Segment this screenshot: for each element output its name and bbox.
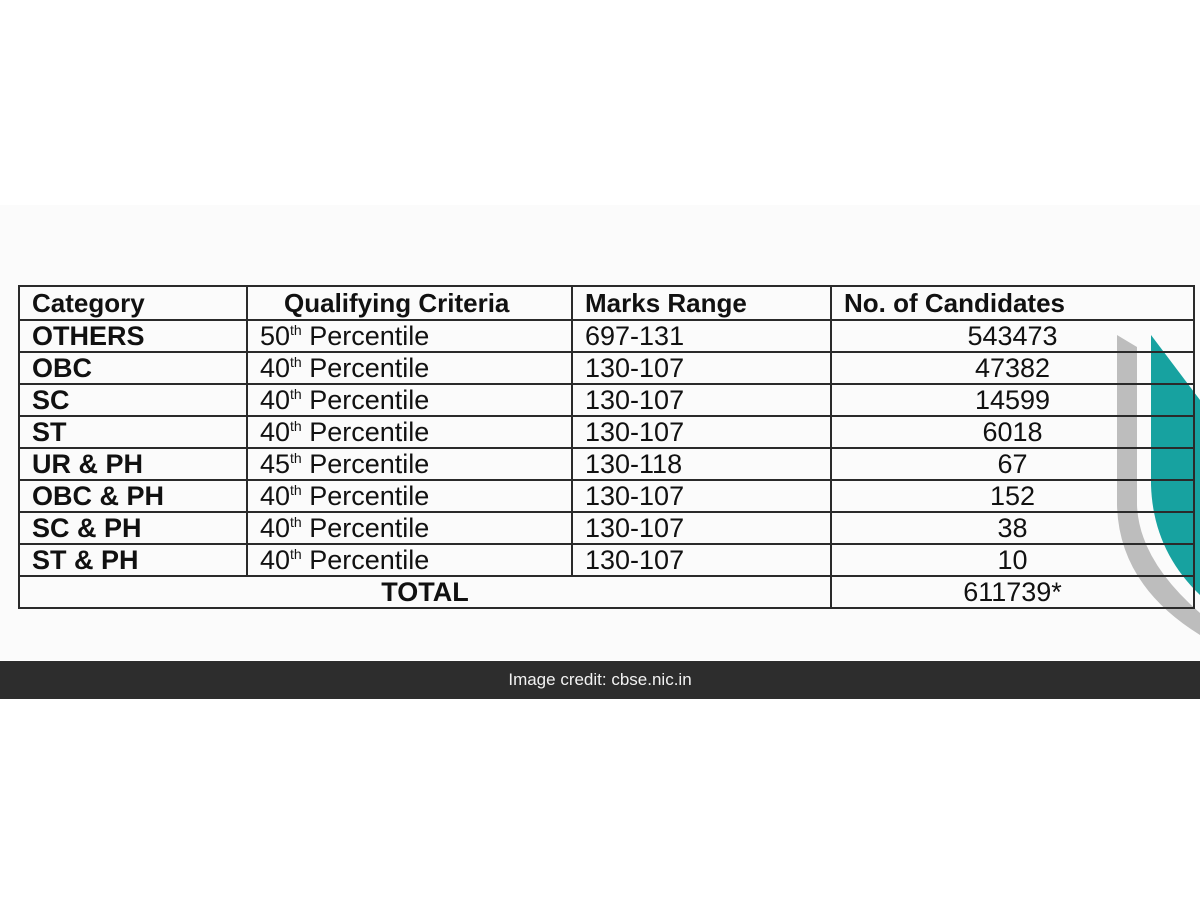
table-header-row	[19, 286, 1194, 320]
percentile-label: Percentile	[301, 353, 430, 383]
percentile-label: Percentile	[301, 545, 430, 575]
ordinal-suffix: th	[290, 482, 302, 498]
cell-marks-range: 130-107	[572, 544, 831, 576]
header-no-of-candidates: No. of Candidates	[831, 286, 1194, 320]
percentile-label: Percentile	[301, 513, 430, 543]
cell-category: UR & PH	[19, 448, 247, 480]
cell-no-of-candidates: 6018	[831, 416, 1194, 448]
percentile-label: Percentile	[301, 321, 430, 351]
table-row	[19, 544, 1194, 576]
ordinal-suffix: th	[290, 450, 302, 466]
cell-no-of-candidates: 47382	[831, 352, 1194, 384]
table-row	[19, 416, 1194, 448]
ordinal-suffix: th	[290, 354, 302, 370]
cell-qualifying-criteria	[247, 320, 572, 352]
percentile-number: 40	[260, 385, 291, 415]
percentile-number: 40	[260, 417, 291, 447]
cell-qualifying-criteria	[247, 352, 572, 384]
ordinal-suffix: th	[290, 546, 302, 562]
total-label: TOTAL	[19, 576, 831, 608]
ordinal-suffix: th	[290, 514, 302, 530]
ordinal-suffix: th	[290, 386, 302, 402]
cell-marks-range: 697-131	[572, 320, 831, 352]
cell-marks-range: 130-107	[572, 384, 831, 416]
table-row	[19, 352, 1194, 384]
percentile-number: 40	[260, 545, 291, 575]
percentile-number: 45	[260, 449, 291, 479]
cell-no-of-candidates: 38	[831, 512, 1194, 544]
cell-qualifying-criteria	[247, 416, 572, 448]
percentile-label: Percentile	[301, 385, 430, 415]
image-credit-text: Image credit: cbse.nic.in	[508, 670, 692, 689]
cell-qualifying-criteria	[247, 384, 572, 416]
cell-marks-range: 130-107	[572, 480, 831, 512]
cell-category: OTHERS	[19, 320, 247, 352]
cell-no-of-candidates: 67	[831, 448, 1194, 480]
percentile-label: Percentile	[301, 481, 430, 511]
cell-qualifying-criteria	[247, 480, 572, 512]
table-row	[19, 480, 1194, 512]
percentile-label: Percentile	[301, 449, 430, 479]
ordinal-suffix: th	[290, 322, 302, 338]
cell-marks-range: 130-118	[572, 448, 831, 480]
results-table	[18, 285, 1195, 609]
image-credit-bar	[0, 661, 1200, 699]
cell-qualifying-criteria	[247, 512, 572, 544]
cell-category: SC	[19, 384, 247, 416]
cell-marks-range: 130-107	[572, 352, 831, 384]
cell-qualifying-criteria	[247, 448, 572, 480]
cell-marks-range: 130-107	[572, 416, 831, 448]
table-row	[19, 512, 1194, 544]
percentile-label: Percentile	[301, 417, 430, 447]
total-row	[19, 576, 1194, 608]
cell-category: ST & PH	[19, 544, 247, 576]
header-marks-range: Marks Range	[572, 286, 831, 320]
ordinal-suffix: th	[290, 418, 302, 434]
cell-marks-range: 130-107	[572, 512, 831, 544]
table-row	[19, 384, 1194, 416]
cell-category: ST	[19, 416, 247, 448]
total-value: 611739*	[831, 576, 1194, 608]
table-row	[19, 320, 1194, 352]
cell-no-of-candidates: 543473	[831, 320, 1194, 352]
percentile-number: 50	[260, 321, 291, 351]
header-category: Category	[19, 286, 247, 320]
header-qualifying-criteria: Qualifying Criteria	[247, 286, 572, 320]
percentile-number: 40	[260, 481, 291, 511]
percentile-number: 40	[260, 353, 291, 383]
table-row	[19, 448, 1194, 480]
percentile-number: 40	[260, 513, 291, 543]
cell-category: OBC	[19, 352, 247, 384]
cell-qualifying-criteria	[247, 544, 572, 576]
cell-no-of-candidates: 14599	[831, 384, 1194, 416]
cell-no-of-candidates: 10	[831, 544, 1194, 576]
cell-category: SC & PH	[19, 512, 247, 544]
cell-category: OBC & PH	[19, 480, 247, 512]
cell-no-of-candidates: 152	[831, 480, 1194, 512]
